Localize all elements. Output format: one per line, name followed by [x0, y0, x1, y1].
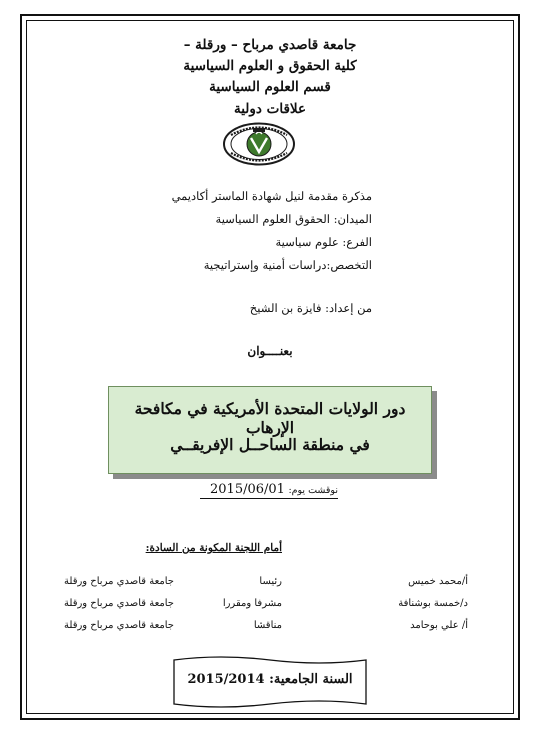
- member-university: جامعة قاصدي مرباح ورقلة: [64, 576, 174, 587]
- department-name: قسم العلوم السياسية: [209, 79, 331, 95]
- member-name: د/خمسة بوشنافة: [398, 598, 468, 609]
- branch-line: الفرع: علوم سياسية: [275, 235, 372, 249]
- specialization-line: التخصص:دراسات أمنية وإستراتيجية: [203, 258, 372, 272]
- university-seal-icon: [222, 122, 296, 166]
- specialty-name: علاقات دولية: [233, 101, 307, 117]
- author-line: من إعداد: فايزة بن الشيخ: [249, 301, 372, 315]
- committee-row: [0, 576, 540, 592]
- faculty-name: كلية الحقوق و العلوم السياسية: [183, 58, 357, 74]
- academic-year: السنة الجامعية: 2015/2014: [187, 672, 353, 687]
- defense-date-value: 2015/06/01: [210, 482, 285, 497]
- member-university: جامعة قاصدي مرباح ورقلة: [64, 620, 174, 631]
- university-name: جامعة قاصدي مرباح – ورقلة –: [183, 37, 357, 53]
- member-name: أ/محمد خميس: [408, 576, 468, 587]
- field-line: الميدان: الحقوق العلوم السياسية: [215, 212, 372, 226]
- academic-year-box: [170, 654, 370, 710]
- member-role: مشرفا ومقررا: [222, 598, 282, 609]
- thesis-title-line-1: دور الولايات المتحدة الأمريكية في مكافحة الإرهاب: [134, 399, 406, 437]
- defense-date-label: نوقشت يوم:: [288, 485, 338, 496]
- committee-row: [0, 620, 540, 636]
- committee-row: [0, 598, 540, 614]
- defense-date: [200, 482, 338, 499]
- member-role: مناقشا: [253, 620, 282, 631]
- member-role: رئيسا: [259, 576, 282, 587]
- committee-title: أمام اللجنة المكونة من السادة:: [145, 542, 282, 554]
- thesis-title-line-2: في منطقة الساحــل الإفريقــي: [170, 435, 370, 454]
- member-university: جامعة قاصدي مرباح ورقلة: [64, 598, 174, 609]
- member-name: أ/ علي بوحامد: [410, 620, 468, 631]
- thesis-note: مذكرة مقدمة لنيل شهادة الماستر أكاديمي: [171, 189, 372, 203]
- title-label: بعنــــوان: [247, 344, 293, 358]
- thesis-title-box: [108, 386, 432, 474]
